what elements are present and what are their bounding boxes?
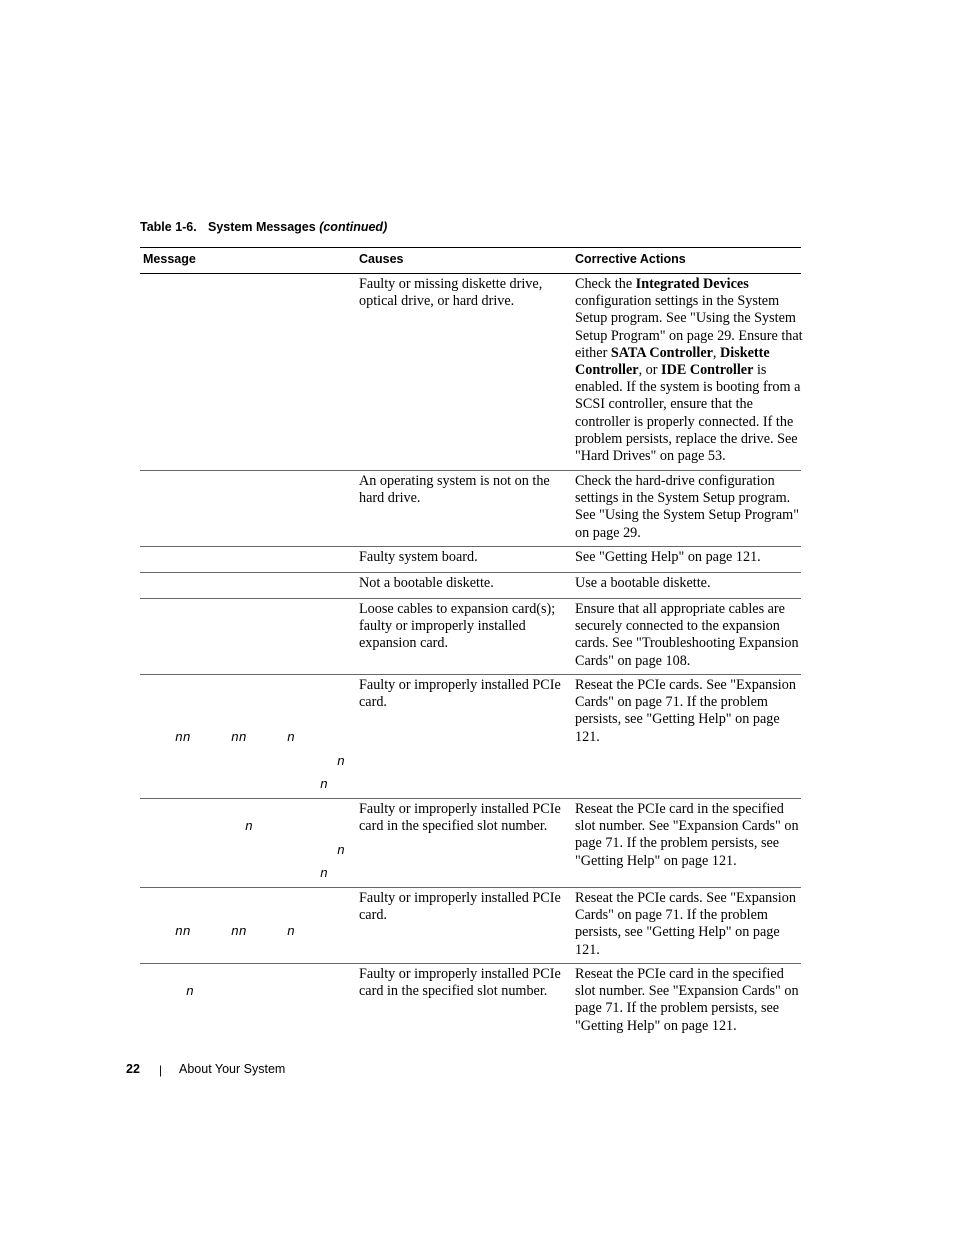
header-message: Message <box>143 252 196 266</box>
message-variable: nn <box>231 924 247 939</box>
cause-cell: Faulty or improperly installed PCIe card in the specified slot number. <box>359 801 561 835</box>
message-variable: n <box>287 730 295 745</box>
table-row <box>140 675 801 799</box>
table-continued: (continued) <box>319 220 388 234</box>
table-row <box>140 964 801 1038</box>
table-caption <box>140 220 387 234</box>
table-row <box>140 547 801 573</box>
cause-cell: Loose cables to expansion card(s); faulty or improperly installed expansion card. <box>359 601 556 652</box>
message-variable: n <box>245 819 253 834</box>
action-cell: Reseat the PCIe card in the specified slot number. See "Expansion Cards" on page 71. If the problem persists, see "Getting Help" on page 121. <box>575 801 799 869</box>
message-variable: n <box>186 984 194 999</box>
chapter-title: About Your System <box>179 1062 286 1076</box>
table-row <box>140 599 801 675</box>
header-causes: Causes <box>359 252 404 266</box>
action-cell: See "Getting Help" on page 121. <box>575 549 761 565</box>
header-corrective-actions: Corrective Actions <box>575 252 686 266</box>
message-variable: nn <box>231 730 247 745</box>
cause-cell: An operating system is not on the hard drive. <box>359 473 550 507</box>
table-row <box>140 573 801 599</box>
action-cell: Check the Integrated Devices configuration settings in the System Setup program. See "Using the System Setup Program" on page 29. Ensure that either SATA Controller, Diskette Controller, or IDE Controller is enabled. If the system is booting from a SCSI controller, ensure that the controller is properly connected. If the problem persists, replace the drive. See "Hard Drives" on page 53. <box>575 276 803 465</box>
action-cell: Check the hard-drive configuration settings in the System Setup program. See "Using the System Setup Program" on page 29. <box>575 473 799 541</box>
table-number: Table 1-6. <box>140 220 197 234</box>
message-variable: n <box>337 754 345 769</box>
table-row <box>140 799 801 888</box>
message-variable: nn <box>175 924 191 939</box>
action-cell: Use a bootable diskette. <box>575 575 711 591</box>
message-variable: n <box>287 924 295 939</box>
message-variable: nn <box>175 730 191 745</box>
action-cell: Reseat the PCIe cards. See "Expansion Cards" on page 71. If the problem persists, see "Getting Help" on page 121. <box>575 890 796 958</box>
message-variable: n <box>337 843 345 858</box>
message-variable: n <box>320 777 328 792</box>
action-cell: Reseat the PCIe card in the specified slot number. See "Expansion Cards" on page 71. If the problem persists, see "Getting Help" on page 121. <box>575 966 799 1034</box>
cause-cell: Faulty or improperly installed PCIe card in the specified slot number. <box>359 966 561 1000</box>
action-cell: Ensure that all appropriate cables are securely connected to the expansion cards. See "Troubleshooting Expansion Cards" on page 108. <box>575 601 799 669</box>
system-messages-table <box>140 247 801 1038</box>
cause-cell: Faulty system board. <box>359 549 478 565</box>
table-row <box>140 888 801 964</box>
action-cell: Reseat the PCIe cards. See "Expansion Cards" on page 71. If the problem persists, see "Getting Help" on page 121. <box>575 677 796 745</box>
footer-separator: | <box>159 1063 163 1077</box>
message-variable: n <box>320 866 328 881</box>
table-row <box>140 274 801 471</box>
table-row <box>140 471 801 547</box>
cause-cell: Faulty or missing diskette drive, optical drive, or hard drive. <box>359 276 543 310</box>
cause-cell: Faulty or improperly installed PCIe card. <box>359 677 561 711</box>
cause-cell: Faulty or improperly installed PCIe card. <box>359 890 561 924</box>
cause-cell: Not a bootable diskette. <box>359 575 494 591</box>
page-number: 22 <box>126 1062 140 1076</box>
table-title: System Messages <box>208 220 316 234</box>
table-header <box>140 248 801 274</box>
